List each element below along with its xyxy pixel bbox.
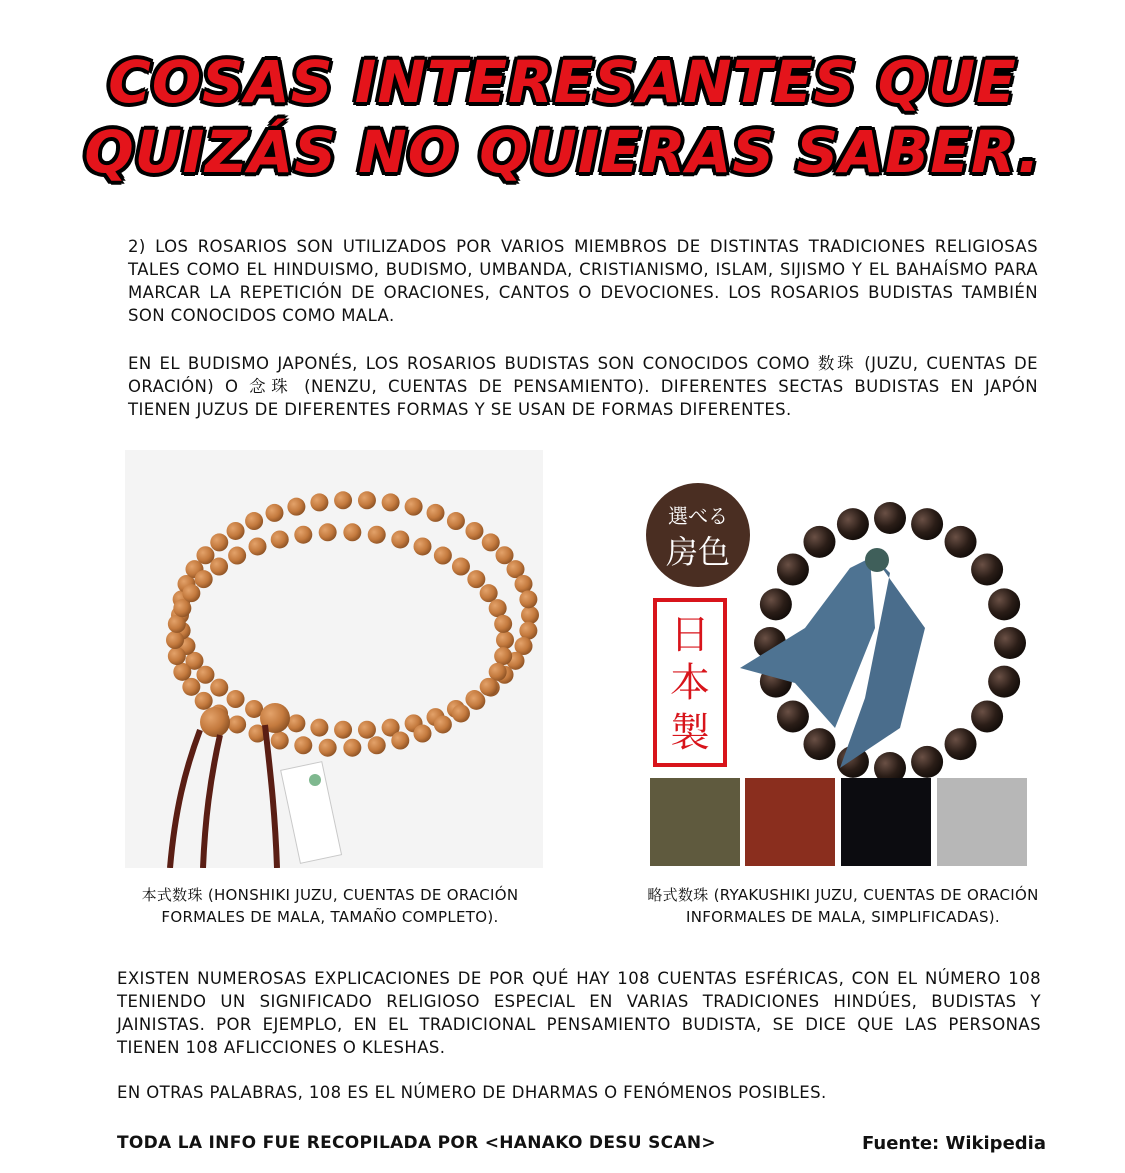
paragraph-108-beads: EXISTEN NUMEROSAS EXPLICACIONES DE POR QUÉ HAY 108 CUENTAS ESFÉRICAS, CON EL NÚMERO 108 TENIENDO UN SIGNIFICADO RELIGIOSO ESPECIAL EN VARIAS TRADICIONES HINDÚES, BUDISTAS Y JAINISTAS. POR EJEMPLO, EN EL TRADICIONAL PENSAMIENTO BUDISTA, SE DICE QUE LAS PERSONAS TIENEN 108 AFLICCIONES O KLESHAS.: [117, 969, 1041, 1057]
svg-text:日: 日: [670, 612, 710, 658]
title-line-1: COSAS INTERESANTES QUE: [108, 48, 1017, 116]
svg-text:選べる: 選べる: [668, 504, 728, 528]
credit-text: TODA LA INFO FUE RECOPILADA POR <HANAKO DESU SCAN>: [117, 1133, 716, 1153]
paragraph-rosaries-intro: 2) LOS ROSARIOS SON UTILIZADOS POR VARIOS MIEMBROS DE DISTINTAS TRADICIONES RELIGIOSAS TALES COMO EL HINDUISMO, BUDISMO, UMBANDA, CRISTIANISMO, ISLAM, SIJISMO Y EL BAHAÍSMO PARA MARCAR LA REPETICIÓN DE ORACIONES, CANTOS O DEVOCIONES. LOS ROSARIOS BUDISTAS TAMBIÉN SON CONOCIDOS COMO MALA.: [128, 237, 1038, 325]
caption-ryakushiki-juzu: 略式数珠 (RYAKUSHIKI JUZU, CUENTAS DE ORACIÓN INFORMALES DE MALA, SIMPLIFICADAS).: [647, 886, 1039, 926]
paragraph-japanese-buddhism: EN EL BUDISMO JAPONÉS, LOS ROSARIOS BUDISTAS SON CONOCIDOS COMO 数珠 (JUZU, CUENTAS DE ORACIÓN) O 念珠 (NENZU, CUENTAS DE PENSAMIENTO). DIFERENTES SECTAS BUDISTAS EN JAPÓN TIENEN JUZUS DE DIFERENTES FORMAS Y SE USAN DE FORMAS DIFERENTES.: [128, 354, 1038, 419]
svg-text:房色: 房色: [665, 533, 731, 571]
ryakushiki-juzu-photo: [635, 478, 1039, 873]
tassel-color-variants: [650, 778, 1027, 866]
paragraph-dharmas: EN OTRAS PALABRAS, 108 ES EL NÚMERO DE DHARMAS O FENÓMENOS POSIBLES.: [117, 1083, 827, 1102]
svg-text:本: 本: [670, 660, 710, 706]
honshiki-juzu-photo: [125, 450, 543, 868]
source-text: Fuente: Wikipedia: [862, 1133, 1046, 1154]
svg-text:製: 製: [670, 710, 710, 756]
title-line-2: QUIZÁS NO QUIERAS SABER.: [84, 118, 1041, 186]
caption-honshiki-juzu: 本式数珠 (HONSHIKI JUZU, CUENTAS DE ORACIÓN FORMALES DE MALA, TAMAÑO COMPLETO).: [141, 886, 519, 926]
